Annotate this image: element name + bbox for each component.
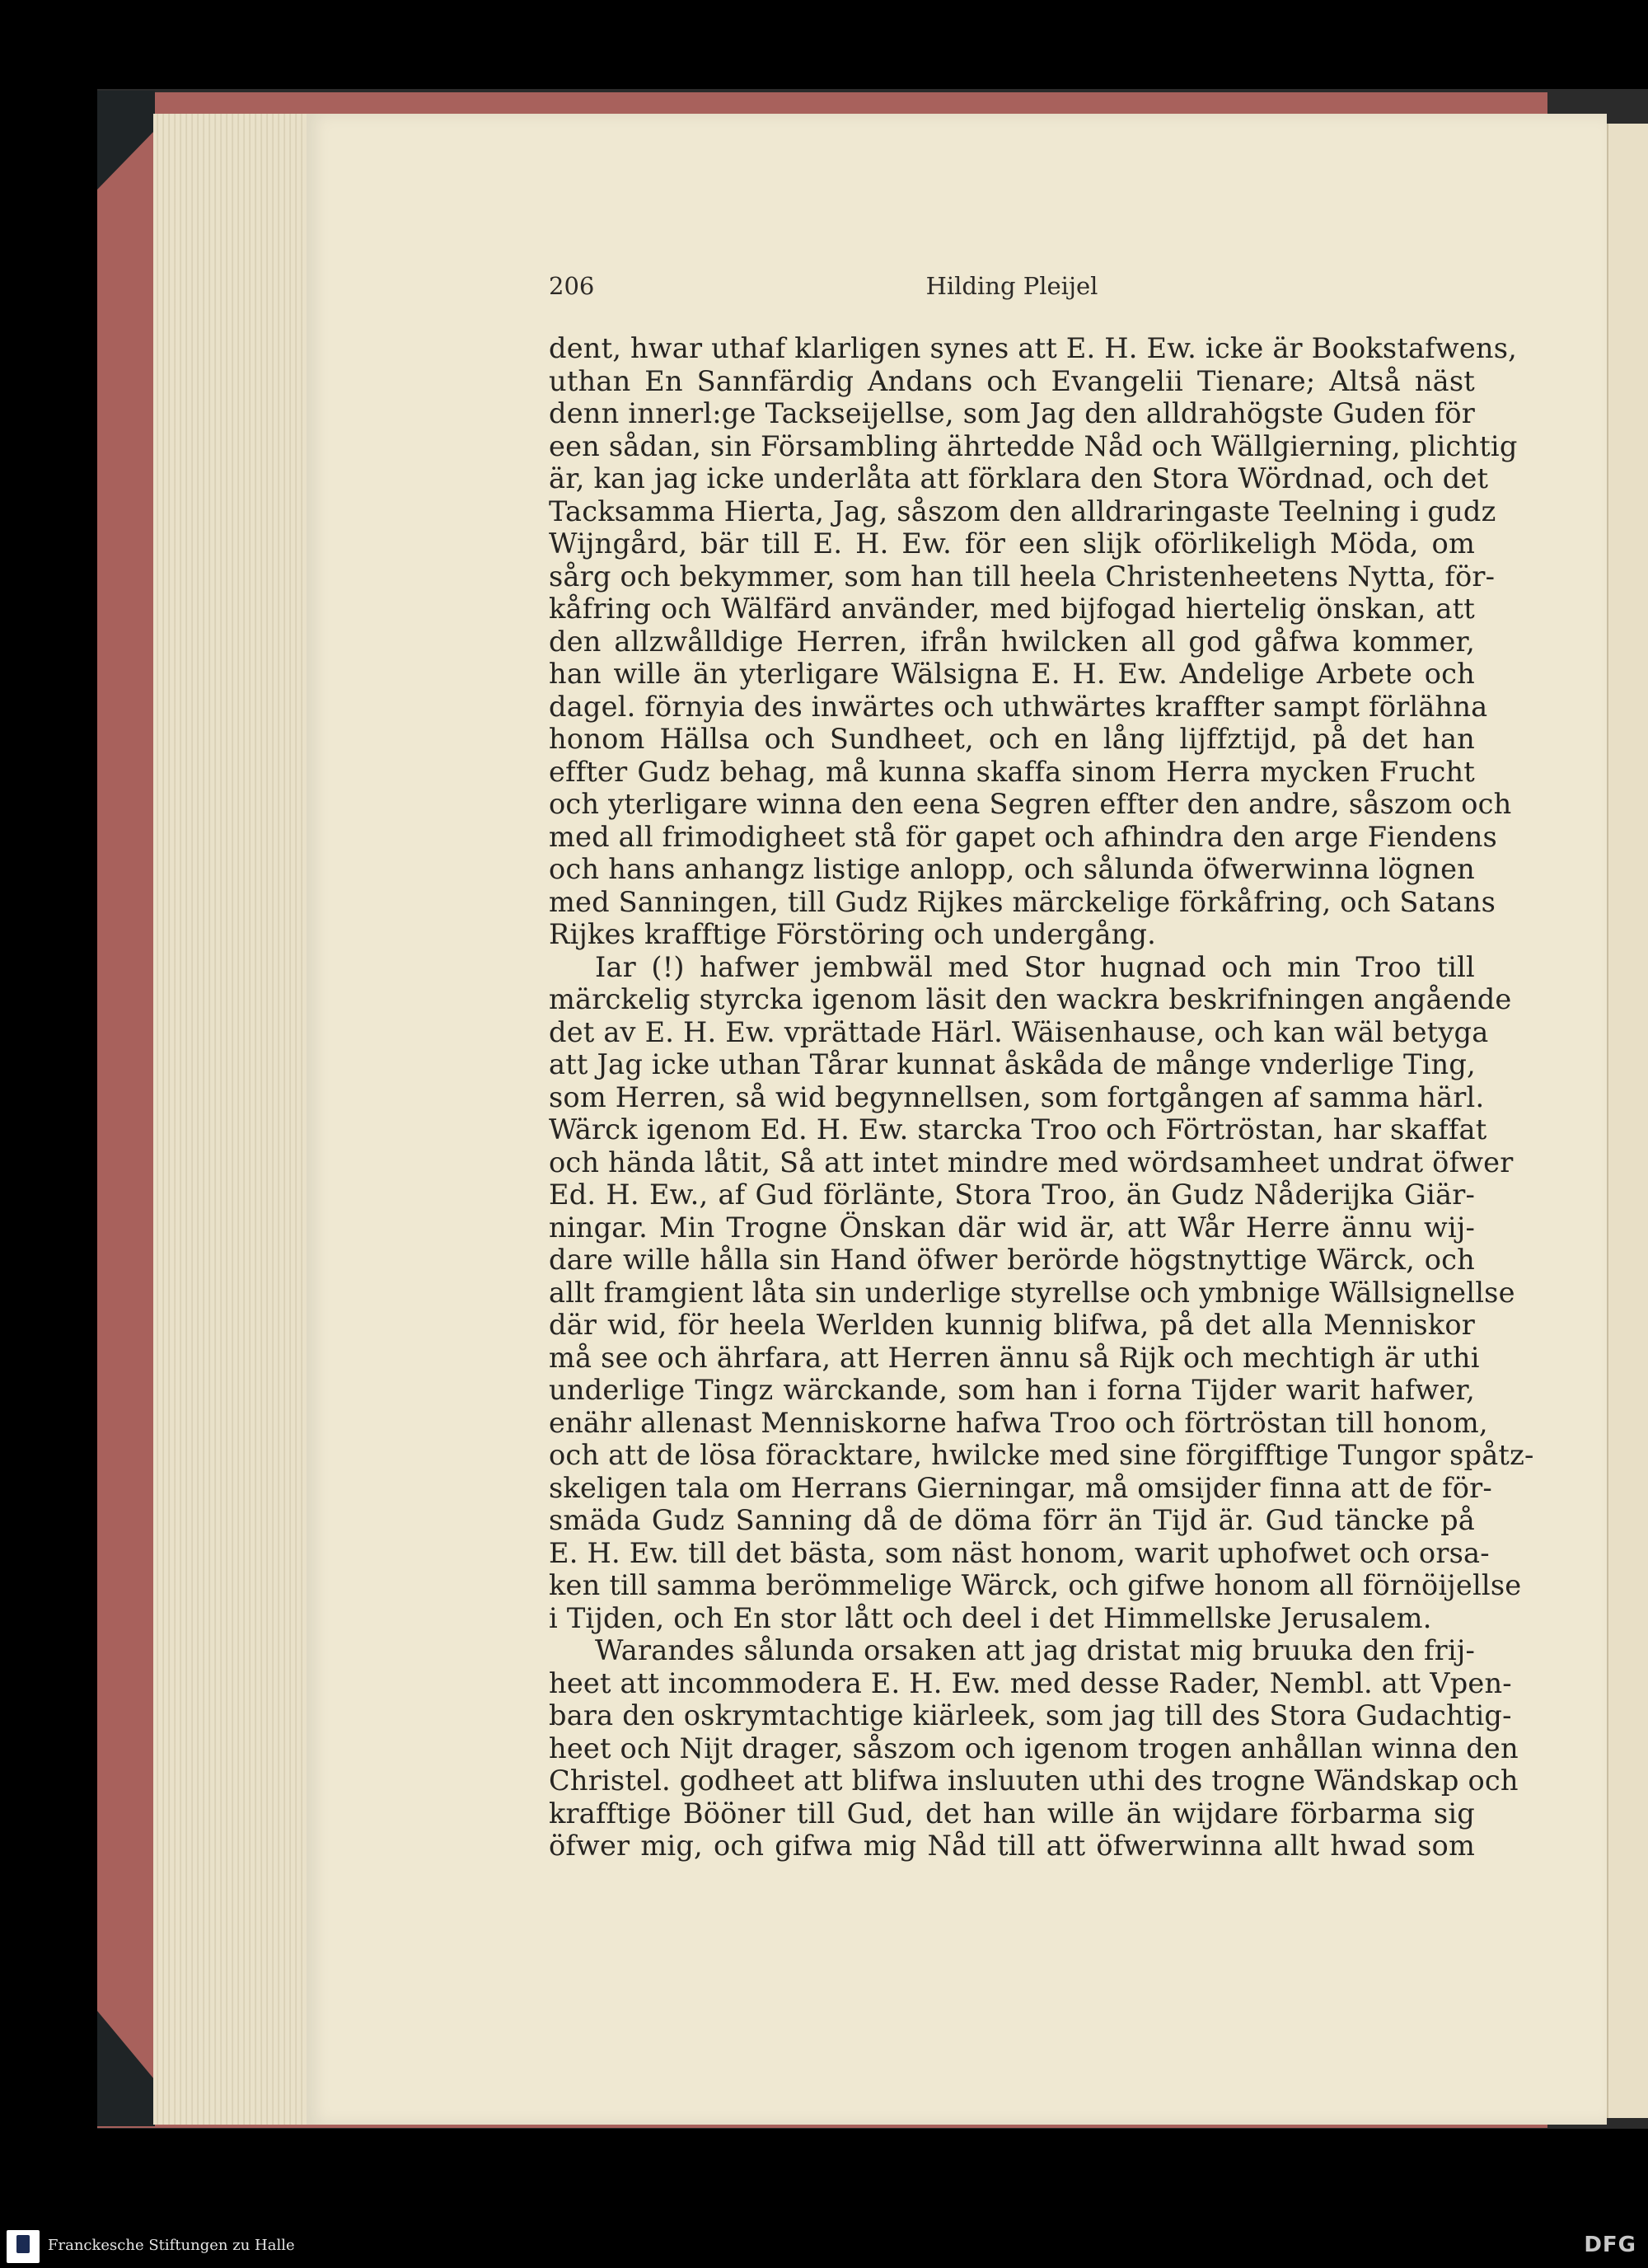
- text-line: att Jag icke uthan Tårar kunnat åskåda de månge vnderlige Ting,: [549, 1048, 1476, 1080]
- text-line: heet och Nijt drager, såszom och igenom trogen anhållan winna den: [549, 1731, 1519, 1764]
- text-line: som Herren, så wid begynnellsen, som fortgången af samma härl.: [549, 1080, 1485, 1113]
- text-line: han wille än yterligare Wälsigna E. H. Ew. Andelige Arbete och: [549, 658, 1475, 690]
- text-line: Tacksamma Hierta, Jag, såszom den alldraringaste Teelning i gudz: [549, 494, 1496, 527]
- text-line: dent, hwar uthaf klarligen synes att E. H. Ew. icke är Bookstafwens,: [549, 332, 1518, 364]
- text-line: Wärck igenom Ed. H. Ew. starcka Troo och Förtröstan, har skaffat: [549, 1113, 1487, 1146]
- facing-page-edge: [1607, 124, 1648, 2118]
- text-line: smäda Gudz Sanning då de döma förr än Tijd är. Gud täncke på: [549, 1504, 1475, 1536]
- text-line: Ed. H. Ew., af Gud förlänte, Stora Troo, än Gudz Nåderijka Giär-: [549, 1179, 1475, 1211]
- text-line: där wid, för heela Werlden kunnig blifwa, på det alla Menniskor: [549, 1309, 1475, 1341]
- text-line: med Sanningen, till Gudz Rijkes märckelige förkåfring, och Satans: [549, 885, 1496, 918]
- text-line: den allzwålldige Herren, ifrån hwilcken all god gåfwa kommer,: [549, 625, 1475, 658]
- text-line: märckelig styrcka igenom läsit den wackra beskrifningen angående: [549, 983, 1512, 1015]
- text-line: Rijkes krafftige Förstöring och undergång.: [549, 918, 1157, 950]
- dfg-logo[interactable]: DFG: [1584, 2233, 1636, 2257]
- page-number: 206: [549, 272, 595, 300]
- text-line: skeligen tala om Herrans Gierningar, må omsijder finna att de för-: [549, 1471, 1492, 1504]
- text-line: och hända låtit, Så att intet mindre med wördsamheet undrat öfwer: [549, 1146, 1514, 1179]
- viewer-footer: [0, 2225, 1648, 2268]
- text-line: må see och ährfara, att Herren ännu så Rijk och mechtigh är uthi: [549, 1341, 1480, 1374]
- text-line: allt framgient låta sin underlige styrellse och ymbnige Wällsignellse: [549, 1276, 1515, 1309]
- text-line: och yterligare winna den eena Segren effter den andre, såszom och: [549, 788, 1512, 820]
- text-line: bara den oskrymtachtige kiärleek, som jag till des Stora Gudachtig-: [549, 1699, 1512, 1731]
- page-header: [549, 272, 1475, 313]
- page-edges: [153, 114, 310, 2125]
- text-line: är, kan jag icke underlåta att förklara den Stora Wördnad, och det: [549, 462, 1489, 494]
- text-line: enähr allenast Menniskorne hafwa Troo och förtröstan till honom,: [549, 1406, 1488, 1439]
- text-line: honom Hällsa och Sundheet, och en lång lijffztijd, på det han: [549, 723, 1475, 755]
- body-text: [549, 332, 1534, 1863]
- text-line: med all frimodigheet stå för gapet och afhindra den arge Fiendens: [549, 820, 1497, 853]
- text-line: och att de lösa föracktare, hwilcke med sine förgifftige Tungor spåtz-: [549, 1439, 1534, 1471]
- text-line: kåfring och Wälfärd använder, med bijfogad hiertelig önskan, att: [549, 593, 1475, 625]
- text-line: effter Gudz behag, må kunna skaffa sinom Herra mycken Frucht: [549, 755, 1475, 788]
- text-line: E. H. Ew. till det bästa, som näst honom, warit uphofwet och orsa-: [549, 1536, 1490, 1569]
- institution-name[interactable]: Franckesche Stiftungen zu Halle: [48, 2237, 295, 2254]
- text-line: krafftige Bööner till Gud, det han wille än wijdare förbarma sig: [549, 1797, 1475, 1830]
- text-line: Christel. godheet att blifwa insluuten uthi des trogne Wändskap och: [549, 1764, 1519, 1797]
- text-line: Warandes sålunda orsaken att jag dristat mig bruuka den frij-: [595, 1634, 1475, 1666]
- text-line: heet att incommodera E. H. Ew. med desse Rader, Nembl. att Vpen-: [549, 1666, 1512, 1699]
- text-line: och hans anhangz listige anlopp, och sålunda öfwerwinna lögnen: [549, 853, 1475, 885]
- text-line: det av E. H. Ew. vprättade Härl. Wäisenhause, och kan wäl betyga: [549, 1015, 1489, 1048]
- text-line: Iar (!) hafwer jembwäl med Stor hugnad och min Troo till: [595, 950, 1475, 983]
- text-line: öfwer mig, och gifwa mig Nåd till att öfwerwinna allt hwad som: [549, 1830, 1475, 1862]
- text-line: Wijngård, bär till E. H. Ew. för een slijk oförlikeligh Möda, om: [549, 527, 1475, 560]
- running-title: Hilding Pleijel: [925, 272, 1098, 300]
- text-line: uthan En Sannfärdig Andans och Evangelii Tienare; Altså näst: [549, 364, 1475, 397]
- institution-logo-icon[interactable]: [7, 2230, 40, 2263]
- text-line: i Tijden, och En stor lått och deel i det Himmellske Jerusalem.: [549, 1601, 1432, 1634]
- text-line: underlige Tingz wärckande, som han i forna Tijder warit hafwer,: [549, 1374, 1475, 1406]
- text-line: ken till samma berömmelige Wärck, och gifwe honom all förnöijellse: [549, 1569, 1522, 1601]
- text-line: sårg och bekymmer, som han till heela Christenheetens Nytta, för-: [549, 560, 1496, 593]
- text-line: een sådan, sin Försambling ährtedde Nåd och Wällgierning, plichtig: [549, 429, 1518, 462]
- text-line: ningar. Min Trogne Önskan där wid är, att Wår Herre ännu wij-: [549, 1211, 1475, 1244]
- text-line: dare wille hålla sin Hand öfwer berörde högstnyttige Wärck, och: [549, 1244, 1475, 1276]
- text-line: dagel. förnyia des inwärtes och uthwärtes kraffter sampt förlähna: [549, 690, 1488, 723]
- text-line: denn innerl:ge Tackseijellse, som Jag den alldrahögste Guden för: [549, 397, 1475, 429]
